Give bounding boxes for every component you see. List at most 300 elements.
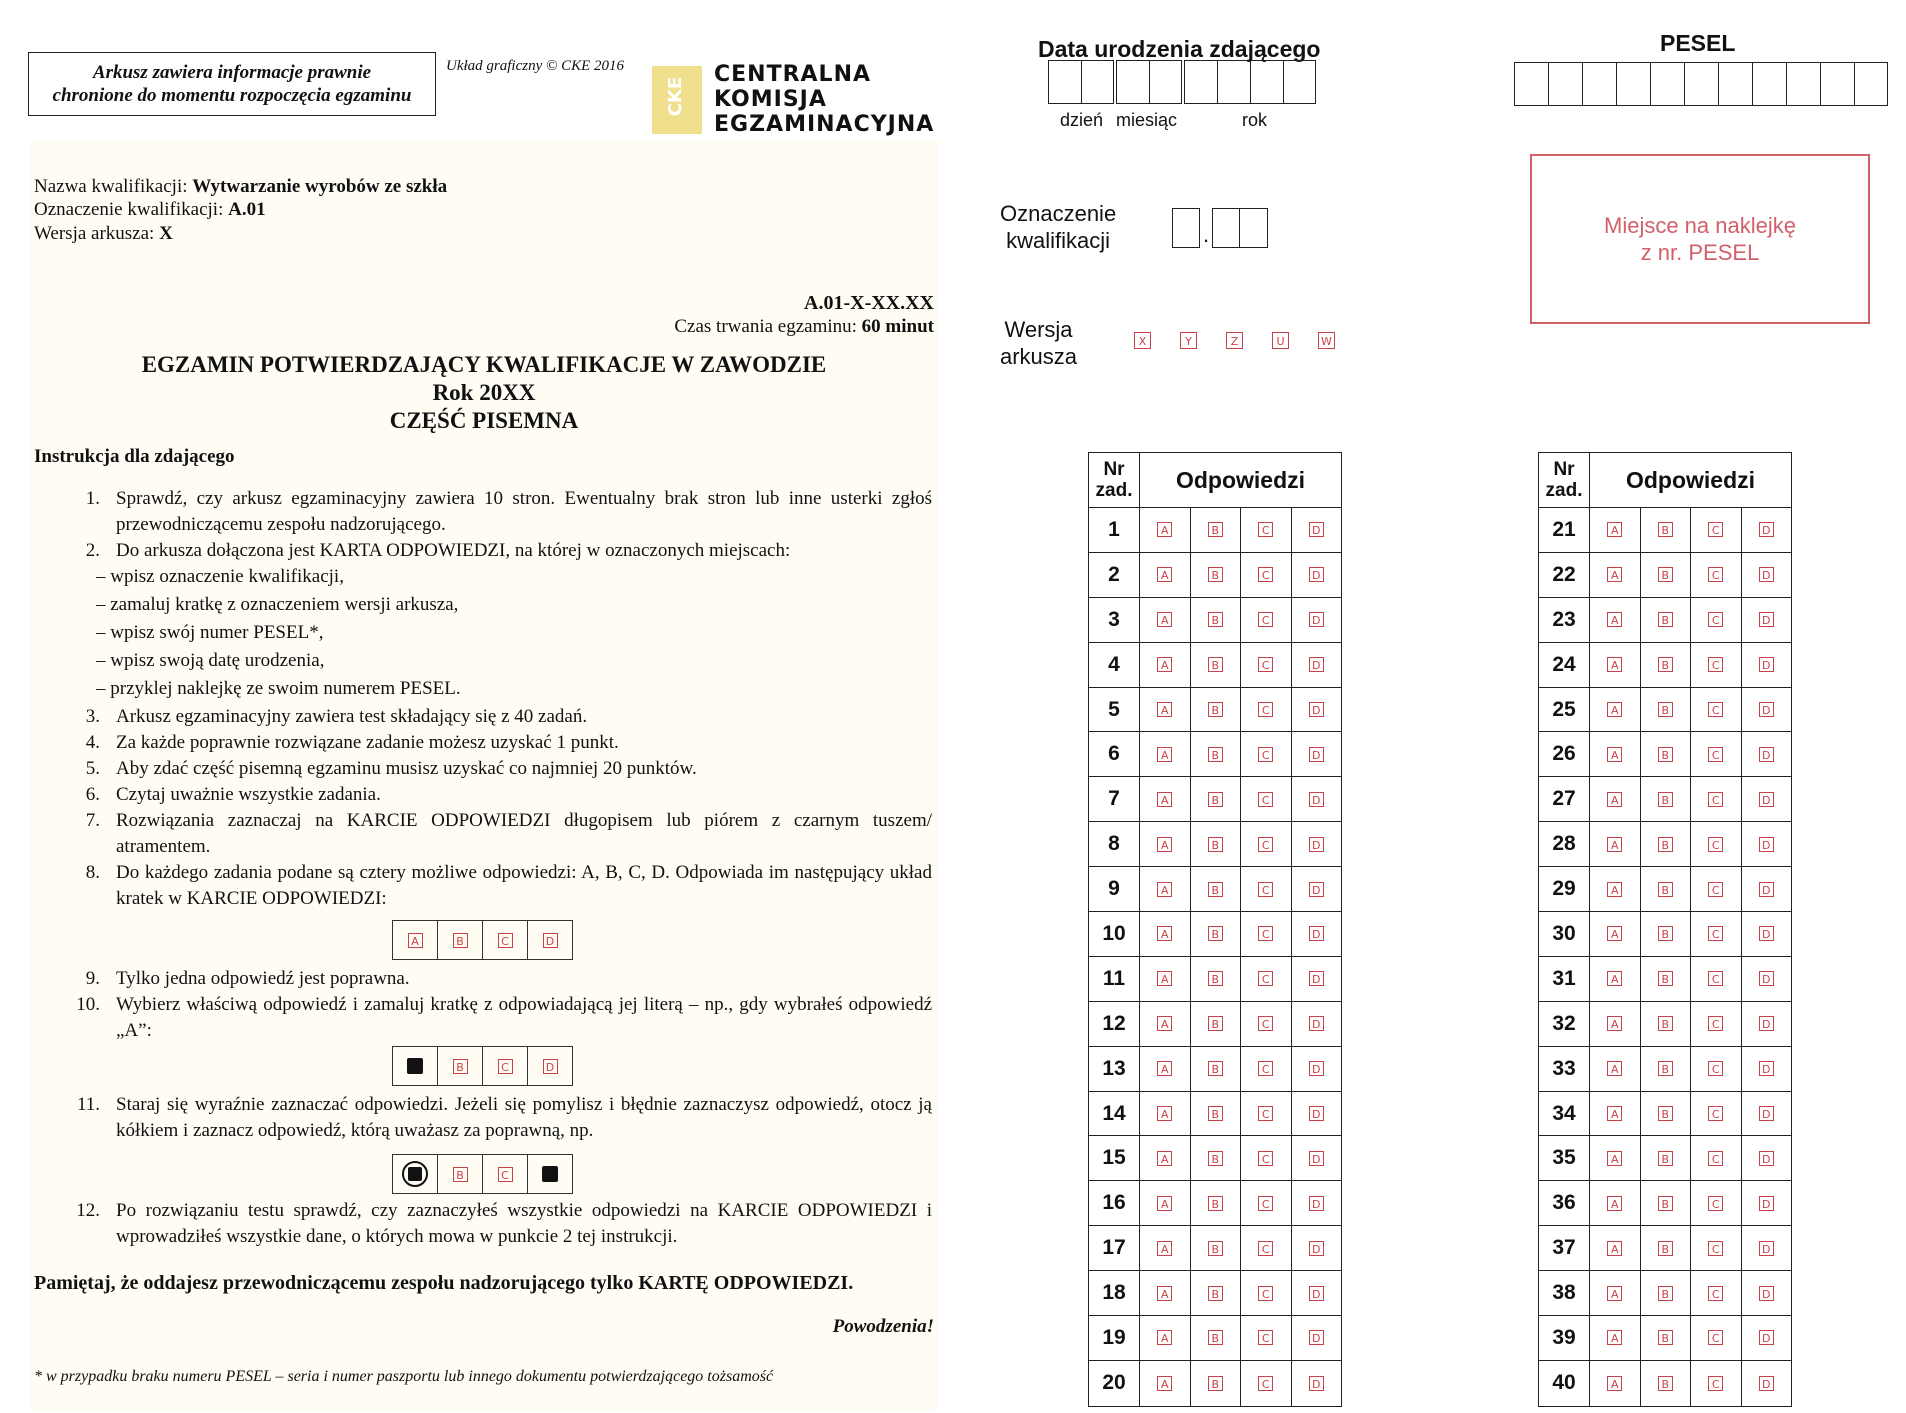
answer-row [1089, 1047, 1341, 1092]
answer-cell [1590, 1002, 1641, 1046]
pesel-label: PESEL [1660, 30, 1736, 56]
answer-option-b[interactable]: B [1658, 971, 1673, 986]
answer-option-b[interactable]: B [1208, 1016, 1223, 1031]
answer-option-d[interactable]: D [1759, 1286, 1774, 1301]
pesel-digit[interactable] [1514, 62, 1548, 106]
instruction-item: 10. Wybierz właściwą odpowiedź i zamaluj kratkę z odpowiadającą jej literą – np., gdy wybrałeś odpowiedź „A”: [76, 994, 932, 1041]
qualification-code-label: Oznaczenie kwalifikacji [1000, 201, 1117, 253]
exam-year: Rok 20XX [432, 380, 536, 405]
answer-cell [1742, 688, 1792, 732]
answer-option-a[interactable]: A [1607, 971, 1622, 986]
answer-option-a[interactable]: A [1607, 1196, 1622, 1211]
answer-option-b[interactable]: B [1208, 1286, 1223, 1301]
answer-option-a[interactable]: A [1607, 1016, 1622, 1031]
answer-option-d[interactable]: D [1309, 1241, 1324, 1256]
answer-option-c[interactable]: C [1258, 792, 1273, 807]
answer-option-b[interactable]: B [1658, 1016, 1673, 1031]
answer-option-c[interactable]: C [1708, 1061, 1723, 1076]
answer-row [1539, 508, 1791, 553]
question-number: 39 [1539, 1316, 1590, 1360]
answer-option-a[interactable]: A [1157, 747, 1172, 762]
answer-option-a[interactable]: A [1607, 702, 1622, 717]
version-option-w[interactable]: W [1318, 332, 1335, 349]
answer-option-a[interactable]: A [1607, 522, 1622, 537]
answer-option-b[interactable]: B [1658, 1151, 1673, 1166]
question-number: 34 [1539, 1092, 1590, 1136]
qualification-letter-box[interactable] [1172, 208, 1200, 248]
answer-cell [1691, 598, 1742, 642]
birth-date-digit[interactable] [1048, 60, 1081, 104]
answer-option-b[interactable]: B [1208, 971, 1223, 986]
answer-row [1539, 822, 1791, 867]
answer-option-d[interactable]: D [1309, 1016, 1324, 1031]
answer-option-a[interactable]: A [1157, 657, 1172, 672]
answer-cell [1742, 912, 1792, 956]
answer-option-b[interactable]: B [1658, 657, 1673, 672]
answer-option-d[interactable]: D [1759, 1061, 1774, 1076]
question-number: 19 [1089, 1316, 1140, 1360]
answer-cell [1742, 1316, 1792, 1360]
answer-option-c[interactable]: C [1258, 747, 1273, 762]
answer-option-b[interactable]: B [1658, 702, 1673, 717]
answer-option-b[interactable]: B [1658, 882, 1673, 897]
question-number: 21 [1539, 508, 1590, 552]
good-luck-note: Powodzenia! [832, 1316, 934, 1337]
answer-option-a[interactable]: A [1607, 612, 1622, 627]
answer-option-b[interactable]: B [1208, 747, 1223, 762]
answer-option-b[interactable]: B [1658, 522, 1673, 537]
answer-option-c[interactable]: C [1258, 1330, 1273, 1345]
answer-cell [1742, 867, 1792, 911]
answer-option-b[interactable]: B [1208, 926, 1223, 941]
answer-option-c[interactable]: C [1258, 926, 1273, 941]
question-number: 28 [1539, 822, 1590, 866]
answer-cell [1140, 912, 1191, 956]
birth-date-digit[interactable] [1250, 60, 1283, 104]
answer-option-b[interactable]: B [1658, 792, 1673, 807]
answer-cell [1241, 1226, 1292, 1270]
answer-option-d[interactable]: D [1309, 612, 1324, 627]
answer-row [1539, 643, 1791, 688]
answer-option-b[interactable]: B [1208, 657, 1223, 672]
birth-date-digit[interactable] [1184, 60, 1217, 104]
answer-option-c[interactable]: C [1708, 1376, 1723, 1391]
pesel-digit[interactable] [1548, 62, 1582, 106]
answer-cell [1590, 1361, 1641, 1406]
answer-option-a[interactable]: A [1607, 747, 1622, 762]
answer-option-d[interactable]: D [1309, 702, 1324, 717]
answer-cell [1641, 1316, 1692, 1360]
answer-option-c[interactable]: C [1708, 926, 1723, 941]
answer-option-a[interactable]: A [1157, 1286, 1172, 1301]
answer-option-d[interactable]: D [1759, 1196, 1774, 1211]
answer-option-d[interactable]: D [1309, 1196, 1324, 1211]
answer-option-a[interactable]: A [1157, 837, 1172, 852]
answer-option-a[interactable]: A [1157, 567, 1172, 582]
answer-cell [1742, 1226, 1792, 1270]
pesel-digit[interactable] [1786, 62, 1820, 106]
answer-option-c[interactable]: C [1708, 1106, 1723, 1121]
answer-option-d[interactable]: D [1759, 1241, 1774, 1256]
answer-cell [1292, 1226, 1342, 1270]
answer-option-a[interactable]: A [1607, 657, 1622, 672]
answer-option-b[interactable]: B [1658, 1196, 1673, 1211]
answer-option-d[interactable]: D [1309, 1376, 1324, 1391]
answer-option-c[interactable]: C [1708, 971, 1723, 986]
pesel-sticker-area[interactable]: Miejsce na naklejkę z nr. PESEL [1530, 154, 1870, 324]
answer-option-a[interactable]: A [1607, 1330, 1622, 1345]
answer-option-b[interactable]: B [1658, 567, 1673, 582]
answer-option-b[interactable]: B [1658, 612, 1673, 627]
answer-option-a[interactable]: A [1607, 882, 1622, 897]
cke-logo-mark: CKE [652, 66, 702, 134]
answer-option-a[interactable]: A [1607, 792, 1622, 807]
answer-option-c[interactable]: C [1708, 1196, 1723, 1211]
answer-option-b[interactable]: B [1208, 1330, 1223, 1345]
answer-option-d[interactable]: D [1309, 971, 1324, 986]
answer-option-a[interactable]: A [1607, 1286, 1622, 1301]
circled-mark-icon [402, 1161, 428, 1187]
answer-cell [1140, 732, 1191, 776]
answer-cell [1191, 822, 1242, 866]
birth-date-digit[interactable] [1116, 60, 1149, 104]
answer-option-c[interactable]: C [1258, 1106, 1273, 1121]
answer-option-b[interactable]: B [1208, 1241, 1223, 1256]
answer-option-c[interactable]: C [1708, 837, 1723, 852]
cke-logo: CKE CENTRALNA KOMISJA EGZAMINACYJNA [652, 62, 934, 137]
answer-option-b[interactable]: B [1658, 1106, 1673, 1121]
answer-cell [1691, 1316, 1742, 1360]
question-number: 20 [1089, 1361, 1140, 1406]
sheet-version-label: Wersja arkusza [1000, 317, 1078, 369]
answer-option-a[interactable]: A [1157, 1151, 1172, 1166]
answer-option-c[interactable]: C [1708, 522, 1723, 537]
answer-option-c[interactable]: C [1708, 1286, 1723, 1301]
instruction-subitem: – zamaluj kratkę z oznaczeniem wersji arkusza, [96, 594, 459, 615]
answer-cell [1140, 1047, 1191, 1091]
answer-cell [1742, 957, 1792, 1001]
answer-option-c[interactable]: C [1258, 1376, 1273, 1391]
answer-option-c[interactable]: C [1258, 1016, 1273, 1031]
question-number: 9 [1089, 867, 1140, 911]
version-option-x[interactable]: X [1134, 332, 1151, 349]
answer-option-c[interactable]: C [1258, 1241, 1273, 1256]
answer-option-a[interactable]: A [1607, 567, 1622, 582]
answer-option-b[interactable]: B [1208, 1376, 1223, 1391]
question-number: 27 [1539, 777, 1590, 821]
answer-option-c[interactable]: C [1708, 1241, 1723, 1256]
answer-option-b[interactable]: B [1208, 1196, 1223, 1211]
answer-option-d[interactable]: D [1309, 1061, 1324, 1076]
answer-option-a[interactable]: A [1607, 1061, 1622, 1076]
answer-option-a[interactable]: A [1157, 1106, 1172, 1121]
answer-option-a[interactable]: A [1157, 522, 1172, 537]
pesel-digit[interactable] [1820, 62, 1854, 106]
answer-option-d[interactable]: D [1309, 657, 1324, 672]
pesel-digit[interactable] [1616, 62, 1650, 106]
answer-option-d[interactable]: D [1309, 567, 1324, 582]
answer-cell [1590, 957, 1641, 1001]
answer-option-d[interactable]: D [1309, 1151, 1324, 1166]
answer-option-c[interactable]: C [1708, 1330, 1723, 1345]
answer-option-d[interactable]: D [1309, 926, 1324, 941]
answer-option-b[interactable]: B [1208, 837, 1223, 852]
answer-cell [1292, 867, 1342, 911]
answer-cell [1641, 1047, 1692, 1091]
answer-option-b[interactable]: B [1208, 702, 1223, 717]
answer-cell [1742, 1092, 1792, 1136]
question-number: 17 [1089, 1226, 1140, 1270]
answer-option-c[interactable]: C [1258, 971, 1273, 986]
answer-cell [1590, 1271, 1641, 1315]
answer-option-d[interactable]: D [1759, 522, 1774, 537]
answer-cell [1140, 1361, 1191, 1406]
pesel-digit[interactable] [1582, 62, 1616, 106]
answer-option-b[interactable]: B [1208, 1106, 1223, 1121]
answer-option-b[interactable]: B [1658, 747, 1673, 762]
answer-cell [1641, 643, 1692, 687]
answer-option-c[interactable]: C [1708, 1151, 1723, 1166]
answer-option-a[interactable]: A [1157, 882, 1172, 897]
answer-cell [1742, 1361, 1792, 1406]
answer-option-b[interactable]: B [1208, 792, 1223, 807]
instruction-item: 9. Tylko jedna odpowiedź jest poprawna. [85, 968, 410, 989]
filled-box-icon [407, 1058, 423, 1074]
pesel-digit[interactable] [1854, 62, 1888, 106]
birth-date-digit[interactable] [1283, 60, 1316, 104]
pesel-input[interactable] [1514, 62, 1888, 106]
answer-option-a[interactable]: A [1157, 612, 1172, 627]
answer-option-d[interactable]: D [1309, 1286, 1324, 1301]
answer-option-a[interactable]: A [1157, 792, 1172, 807]
version-option-z[interactable]: Z [1226, 332, 1243, 349]
answer-option-b[interactable]: B [1208, 522, 1223, 537]
answer-option-a[interactable]: A [1157, 1196, 1172, 1211]
answer-option-b[interactable]: B [1208, 1061, 1223, 1076]
answer-cell [1140, 1002, 1191, 1046]
answer-option-d[interactable]: D [1759, 1106, 1774, 1121]
answer-option-d[interactable]: D [1759, 792, 1774, 807]
answer-option-d[interactable]: D [1759, 1376, 1774, 1391]
answer-option-d[interactable]: D [1759, 657, 1774, 672]
answer-option-b[interactable]: B [1658, 926, 1673, 941]
answer-cell [1191, 1136, 1242, 1180]
answer-cell [1641, 1271, 1692, 1315]
answer-cell [1691, 1136, 1742, 1180]
answer-cell [1641, 867, 1692, 911]
answer-option-c[interactable]: C [1708, 612, 1723, 627]
answer-row [1539, 1136, 1791, 1181]
answer-option-a[interactable]: A [1607, 1241, 1622, 1256]
answer-grid-21-40: Nr zad. Odpowiedzi 21 A B C D 22 A B C D 23 A B C D 24 A B C D 25 A B C D 26 A B C D 27 A B C D 28 A B C D 29 A B C D 30 A B C D 31 A B C D 32 A B C D 33 A B C D 34 A B C D 35 A B C D 36 A B C D 37 A B C D 38 A B C D 39 A B C D 40 A B C D [1538, 452, 1792, 1407]
answer-cell [1241, 912, 1292, 956]
answer-option-c[interactable]: C [1708, 567, 1723, 582]
answer-option-a[interactable]: A [1157, 1330, 1172, 1345]
answer-option-d[interactable]: D [1759, 747, 1774, 762]
answer-option-d[interactable]: D [1759, 1151, 1774, 1166]
answer-cell [1590, 688, 1641, 732]
answer-option-d[interactable]: D [1309, 792, 1324, 807]
answer-option-a[interactable]: A [1157, 1376, 1172, 1391]
answer-cell [1691, 1361, 1742, 1406]
answer-option-d[interactable]: D [1309, 1106, 1324, 1121]
answer-option-b[interactable]: B [1208, 882, 1223, 897]
question-number: 38 [1539, 1271, 1590, 1315]
pesel-digit[interactable] [1752, 62, 1786, 106]
birth-date-digit[interactable] [1149, 60, 1182, 104]
answer-option-c[interactable]: C [1708, 702, 1723, 717]
answer-option-a[interactable]: A [1157, 1016, 1172, 1031]
answer-cell [1641, 777, 1692, 821]
answer-option-c[interactable]: C [1258, 1061, 1273, 1076]
birth-date-digit[interactable] [1217, 60, 1250, 104]
question-number: 25 [1539, 688, 1590, 732]
answer-row [1539, 598, 1791, 643]
confidentiality-notice: Arkusz zawiera informacje prawnie chronione do momentu rozpoczęcia egzaminu [28, 52, 436, 116]
answer-option-c[interactable]: C [1258, 567, 1273, 582]
version-option-y[interactable]: Y [1180, 332, 1197, 349]
answer-cell [1241, 1047, 1292, 1091]
answer-option-b[interactable]: B [1208, 567, 1223, 582]
answer-cell [1691, 1047, 1742, 1091]
answer-cell [1691, 1226, 1742, 1270]
answer-option-a[interactable]: A [1157, 702, 1172, 717]
birth-date-digit[interactable] [1081, 60, 1114, 104]
answer-option-c[interactable]: C [1708, 657, 1723, 672]
answer-option-b[interactable]: B [1658, 1286, 1673, 1301]
pesel-footnote: * w przypadku braku numeru PESEL – seria i numer paszportu lub innego dokumentu potwierdzającego tożsamość [34, 1368, 774, 1385]
answer-option-b[interactable]: B [1208, 612, 1223, 627]
answer-row [1539, 732, 1791, 777]
answer-cell [1742, 1136, 1792, 1180]
answer-option-c[interactable]: C [1708, 1016, 1723, 1031]
answer-cell [1691, 508, 1742, 552]
answer-cell [1241, 1181, 1292, 1225]
answer-cell [1691, 732, 1742, 776]
answer-option-d[interactable]: D [1759, 971, 1774, 986]
answer-option-c[interactable]: C [1258, 612, 1273, 627]
answer-cell [1241, 1092, 1292, 1136]
answer-option-a[interactable]: A [1157, 1241, 1172, 1256]
answer-option-c[interactable]: C [1708, 747, 1723, 762]
answer-row [1089, 1092, 1341, 1137]
answer-cell [1241, 867, 1292, 911]
answer-cell [1590, 598, 1641, 642]
answer-option-a[interactable]: A [1607, 1151, 1622, 1166]
sample-filled-answer: B C D [392, 1046, 573, 1086]
answer-option-a[interactable]: A [1607, 837, 1622, 852]
answer-option-b[interactable]: B [1658, 1330, 1673, 1345]
answer-row [1539, 1226, 1791, 1271]
question-number: 3 [1089, 598, 1140, 642]
answer-option-d[interactable]: D [1309, 1330, 1324, 1345]
question-number: 12 [1089, 1002, 1140, 1046]
instruction-item: 4. Za każde poprawnie rozwiązane zadanie możesz uzyskać 1 punkt. [85, 732, 619, 753]
answer-option-c[interactable]: C [1258, 882, 1273, 897]
answer-option-c[interactable]: C [1258, 837, 1273, 852]
answer-option-a[interactable]: A [1157, 971, 1172, 986]
answer-option-b[interactable]: B [1208, 1151, 1223, 1166]
answer-option-d[interactable]: D [1759, 612, 1774, 627]
answer-row [1089, 1136, 1341, 1181]
answer-option-a[interactable]: A [1607, 926, 1622, 941]
answer-cell [1292, 957, 1342, 1001]
answer-cell [1292, 553, 1342, 597]
answer-cell [1140, 688, 1191, 732]
question-number: 32 [1539, 1002, 1590, 1046]
question-number: 2 [1089, 553, 1140, 597]
answer-cell [1641, 1226, 1692, 1270]
instruction-subitem: – wpisz swoją datę urodzenia, [96, 650, 325, 671]
answer-option-c[interactable]: C [1708, 882, 1723, 897]
pesel-digit[interactable] [1684, 62, 1718, 106]
answer-option-d[interactable]: D [1309, 837, 1324, 852]
answer-cell [1742, 777, 1792, 821]
answer-option-c[interactable]: C [1258, 657, 1273, 672]
answer-option-d[interactable]: D [1309, 522, 1324, 537]
answer-option-d[interactable]: D [1759, 702, 1774, 717]
answer-row [1089, 508, 1341, 553]
answer-option-b[interactable]: B [1658, 837, 1673, 852]
answer-option-c[interactable]: C [1708, 792, 1723, 807]
answer-cell [1742, 1181, 1792, 1225]
qualification-digit-box[interactable] [1240, 208, 1268, 248]
qualification-digit-box[interactable] [1212, 208, 1240, 248]
answer-cell [1191, 598, 1242, 642]
answer-cell [1292, 643, 1342, 687]
answer-cell [1691, 1002, 1742, 1046]
answer-option-c[interactable]: C [1258, 1151, 1273, 1166]
question-number: 4 [1089, 643, 1140, 687]
answer-option-d[interactable]: D [1309, 882, 1324, 897]
birth-date-input[interactable] [1048, 60, 1316, 104]
answer-row [1539, 553, 1791, 598]
answer-cell [1742, 1002, 1792, 1046]
answer-cell [1191, 777, 1242, 821]
answer-option-c[interactable]: C [1258, 1196, 1273, 1211]
answer-option-c[interactable]: C [1258, 522, 1273, 537]
answer-option-a[interactable]: A [1607, 1376, 1622, 1391]
answer-option-a[interactable]: A [1157, 926, 1172, 941]
layout-credit: Układ graficzny © CKE 2016 [446, 58, 625, 74]
answer-option-d[interactable]: D [1759, 882, 1774, 897]
answer-option-d[interactable]: D [1759, 926, 1774, 941]
answer-option-b[interactable]: B [1658, 1241, 1673, 1256]
answer-option-d[interactable]: D [1759, 837, 1774, 852]
answer-cell [1590, 1181, 1641, 1225]
answer-option-d[interactable]: D [1759, 567, 1774, 582]
question-number: 15 [1089, 1136, 1140, 1180]
answer-option-d[interactable]: D [1759, 1330, 1774, 1345]
answer-cell [1241, 822, 1292, 866]
answer-option-a[interactable]: A [1607, 1106, 1622, 1121]
answer-option-b[interactable]: B [1658, 1061, 1673, 1076]
question-number: 8 [1089, 822, 1140, 866]
answer-row [1539, 1361, 1791, 1406]
pesel-digit[interactable] [1718, 62, 1752, 106]
pesel-digit[interactable] [1650, 62, 1684, 106]
answer-row [1089, 957, 1341, 1002]
answer-cell [1191, 912, 1242, 956]
answer-option-d[interactable]: D [1309, 747, 1324, 762]
answer-option-a[interactable]: A [1157, 1061, 1172, 1076]
answer-option-c[interactable]: C [1258, 702, 1273, 717]
answer-option-c[interactable]: C [1258, 1286, 1273, 1301]
answer-option-d[interactable]: D [1759, 1016, 1774, 1031]
version-option-u[interactable]: U [1272, 332, 1289, 349]
qualification-code-input[interactable]: . [1172, 208, 1268, 248]
answer-option-b[interactable]: B [1658, 1376, 1673, 1391]
